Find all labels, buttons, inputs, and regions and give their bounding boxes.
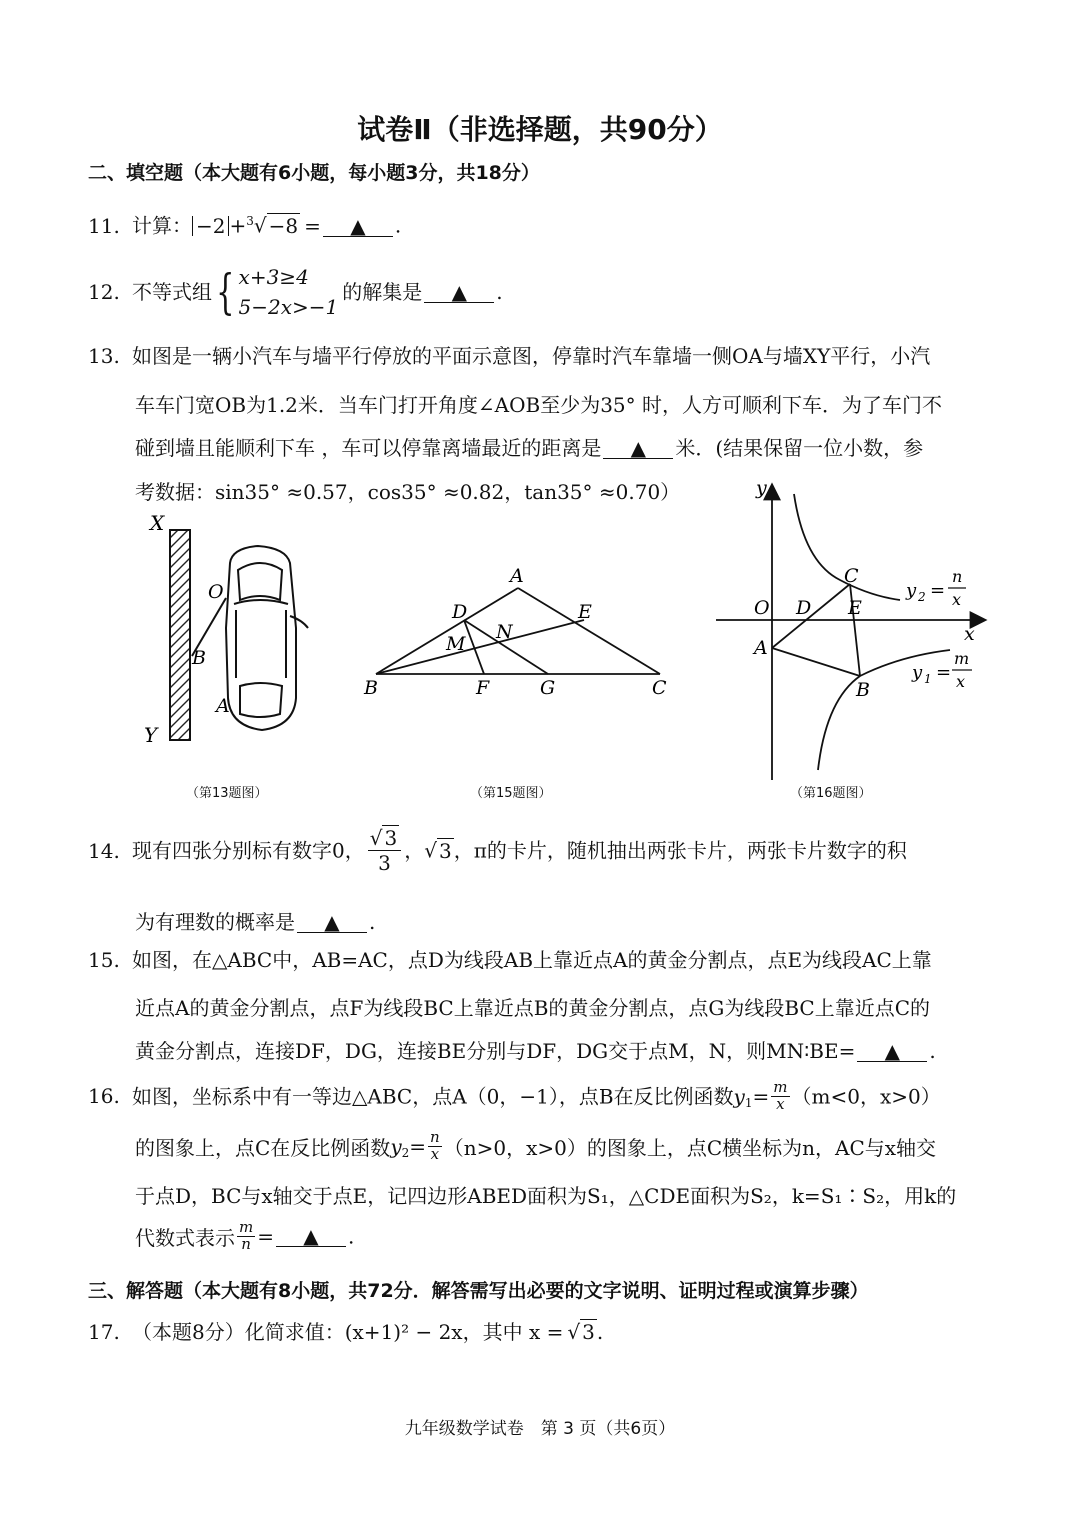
figure-15-caption: （第15题图） — [470, 786, 552, 801]
question-number: 12. — [88, 280, 120, 304]
question-13-line-4: 考数据：sin35° ≈0.57，cos35° ≈0.82，tan35° ≈0.70） — [135, 480, 681, 504]
segment-be — [376, 620, 584, 674]
label-y: Y — [144, 723, 158, 747]
question-12: 12. 不等式组 { x+3≥4 5−2x>−1 的解集是 ▲ . — [88, 264, 503, 320]
car-outline — [226, 546, 308, 730]
label-a: A — [510, 565, 524, 587]
figure-13-caption: （第13题图） — [186, 786, 268, 801]
label-o: O — [208, 581, 224, 603]
answer-blank: ▲ — [603, 438, 673, 459]
svg-text:n: n — [952, 567, 963, 586]
question-number: 17. — [88, 1320, 120, 1344]
question-14-line-2: 为有理数的概率是 ▲ . — [135, 910, 376, 934]
page-title: 试卷Ⅱ（非选择题，共90分） — [357, 113, 723, 146]
label-y-axis: y — [756, 477, 767, 499]
label-g: G — [540, 677, 556, 699]
label-m: M — [446, 633, 466, 655]
fraction-n-over-x: $\frac{n}{x}$ — [430, 1128, 440, 1163]
section-fill-in: 二、填空题（本大题有6小题，每小题3分，共18分） — [88, 162, 540, 184]
label-a: A — [754, 637, 768, 659]
label-d: D — [452, 601, 468, 623]
question-16-line-2: 的图象上，点C在反比例函数$y_2=$ $\frac{n}{x}$ （n>0，x>0）的图象上，点C横坐标为n，AC与x轴交 — [135, 1128, 937, 1163]
question-number: 16. — [88, 1084, 120, 1109]
label-c: C — [844, 565, 859, 587]
svg-text:1: 1 — [924, 672, 932, 686]
svg-text:m: m — [954, 649, 970, 668]
figure-16 — [700, 472, 1000, 782]
answer-blank: ▲ — [276, 1226, 346, 1247]
svg-text:y: y — [912, 662, 923, 683]
fraction-m-over-x: $\frac{m}{x}$ — [773, 1078, 788, 1113]
figure-15 — [360, 560, 680, 700]
svg-text:2: 2 — [918, 590, 926, 604]
label-n: N — [496, 621, 513, 643]
question-11: 11. 计算： −2 +$^3$√ −8 = ▲ . — [88, 213, 402, 238]
question-16-line-4: 代数式表示 $\frac{m}{n}$ = ▲ . — [135, 1218, 355, 1253]
question-16-line-1: 16. 如图，坐标系中有一等边△ABC，点A（0，−1），点B在反比例函数$y_1=$ $\frac{m}{x}$ （m<0，x>0） — [88, 1078, 941, 1113]
absolute-value: −2 — [192, 216, 229, 236]
svg-text:x: x — [956, 672, 966, 691]
question-number: 14. — [88, 838, 120, 863]
answer-blank: ▲ — [424, 282, 494, 303]
question-number: 13. — [88, 344, 120, 368]
sqrt-3: 3 — [582, 1320, 595, 1344]
answer-blank: ▲ — [857, 1041, 927, 1062]
question-13-line-1: 13. 如图是一辆小汽车与墙平行停放的平面示意图，停靠时汽车靠墙一侧OA与墙XY平行，小汽 — [88, 344, 931, 368]
fraction-sqrt3-over-3: $\frac{√ 3}{3}$ — [368, 826, 401, 875]
question-14-line-1: 14. 现有四张分别标有数字0， $\frac{√ 3}{3}$ ，√ 3 ，π的卡片，随机抽出两张卡片，两张卡片数字的积 — [88, 826, 907, 875]
label-y2-equation — [905, 567, 966, 609]
question-17: 17. （本题8分）化简求值：(x+1)² − 2x，其中 x = √ 3 . — [88, 1320, 604, 1344]
svg-text:=: = — [936, 662, 952, 683]
question-number: 15. — [88, 948, 120, 972]
question-15-line-1: 15. 如图，在△ABC中，AB=AC，点D为线段AB上靠近点A的黄金分割点，点E为线段AC上靠 — [88, 948, 932, 972]
label-b: B — [856, 679, 870, 701]
label-c: C — [652, 677, 667, 699]
figure-16-caption: （第16题图） — [790, 786, 872, 801]
sqrt-3: 3 — [438, 838, 452, 863]
page-footer: 九年级数学试卷 第 3 页（共6页） — [404, 1419, 676, 1439]
svg-text:y: y — [906, 580, 917, 601]
section-solutions: 三、解答题（本大题有8小题，共72分．解答需写出必要的文字说明、证明过程或演算步骤） — [88, 1280, 869, 1302]
segment-ab — [772, 648, 860, 676]
question-13-line-3: 碰到墙且能顺利下车 ，车可以停靠离墙最近的距离是 ▲ 米．(结果保留一位小数，参 — [135, 436, 924, 460]
wall-xy — [170, 530, 190, 740]
label-e: E — [578, 601, 592, 623]
svg-text:x: x — [952, 590, 962, 609]
label-f: F — [476, 677, 490, 699]
label-e: E — [848, 597, 862, 619]
label-d: D — [796, 597, 812, 619]
label-a: A — [216, 695, 230, 717]
figure-13 — [130, 508, 340, 758]
label-x: X — [150, 511, 165, 535]
label-o: O — [754, 597, 770, 619]
inequality-system: { x+3≥4 5−2x>−1 — [216, 264, 339, 320]
label-b: B — [192, 647, 206, 669]
answer-blank: ▲ — [323, 216, 393, 237]
question-15-line-3: 黄金分割点，连接DF，DG，连接BE分别与DF，DG交于点M，N，则MN∶BE= ▲ . — [135, 1039, 936, 1063]
fraction-m-over-n: $\frac{m}{n}$ — [239, 1218, 254, 1253]
cube-root: −8 — [268, 213, 299, 238]
svg-text:=: = — [930, 580, 946, 601]
question-13-line-2: 车车门宽OB为1.2米．当车门打开角度∠AOB至少为35° 时，人方可顺利下车．为了车门不 — [135, 393, 943, 417]
label-x-axis: x — [964, 623, 975, 645]
question-number: 11. — [88, 213, 120, 238]
answer-blank: ▲ — [297, 912, 367, 933]
question-16-line-3: 于点D，BC与x轴交于点E，记四边形ABED面积为S₁，△CDE面积为S₂，k=S₁∶S₂，用k的 — [135, 1184, 957, 1208]
question-15-line-2: 近点A的黄金分割点，点F为线段BC上靠近点B的黄金分割点，点G为线段BC上靠近点C的 — [135, 996, 931, 1020]
label-b: B — [364, 677, 378, 699]
